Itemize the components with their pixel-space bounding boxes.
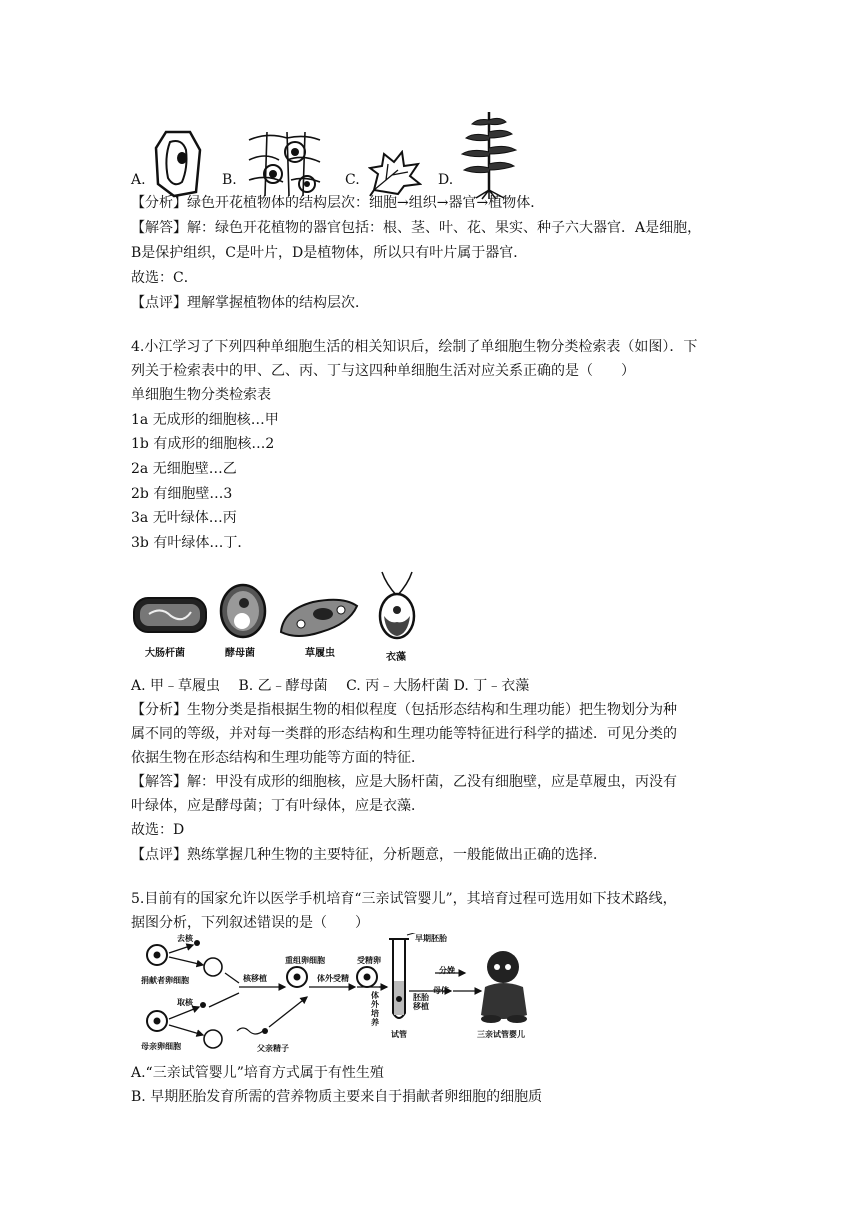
q3-analysis: 【分析】绿色开花植物体的结构层次：细胞→组织→器官→植物体． xyxy=(131,195,545,211)
yeast-label: 酵母菌 xyxy=(225,648,255,659)
q3-choice: 故选：C． xyxy=(131,270,198,286)
q4-stem-line: 4.小江学习了下列四种单细胞生活的相关知识后，绘制了单细胞生物分类检索表（如图）．下 xyxy=(131,339,698,355)
option-b-label: B. xyxy=(222,172,237,188)
ivf-process-figure xyxy=(135,933,535,1058)
q4-answer-line: 【解答】解：甲没有成形的细胞核，应是大肠杆菌，乙没有细胞壁，应是草履虫，丙没有 xyxy=(131,774,677,790)
ivf-label: 体外受精 xyxy=(317,973,349,983)
q4-answer-line: 叶绿体，应是酵母菌；丁有叶绿体，应是衣藻． xyxy=(131,798,425,814)
early-embryo-label: 早期胚胎 xyxy=(415,933,447,943)
fertilized-egg-label: 受精卵 xyxy=(357,955,381,965)
q5-option-a: A.“三亲试管婴儿”培育方式属于有性生殖 xyxy=(131,1065,384,1081)
donor-egg-label: 捐献者卵细胞 xyxy=(141,975,189,985)
option-d-label: D. xyxy=(438,172,454,188)
option-a-label: A. xyxy=(131,172,146,188)
option-c-label: C. xyxy=(345,172,360,188)
mother-body-label: 母体 xyxy=(433,985,449,995)
mother-egg-label: 母亲卵细胞 xyxy=(141,1041,181,1051)
baby-label: 三亲试管婴儿 xyxy=(477,1029,525,1039)
q4-table-title: 单细胞生物分类检索表 xyxy=(131,387,271,403)
q4-key-3a: 3a 无叶绿体…丙 xyxy=(131,510,237,526)
q4-stem-line: 列关于检索表中的甲、乙、丙、丁与这四种单细胞生活对应关系正确的是（ ） xyxy=(131,363,635,379)
nuclear-transfer-label: 核移植 xyxy=(243,973,267,983)
embryo-transfer-label: 胚胎移植 xyxy=(413,992,429,1011)
plant-figure xyxy=(458,108,520,200)
delivery-label: 分娩 xyxy=(439,965,455,975)
e-coli-figure xyxy=(131,594,209,636)
paramecium-figure xyxy=(277,596,361,640)
q4-options: A. 甲﹣草履虫 B. 乙﹣酵母菌 C. 丙﹣大肠杆菌 D. 丁﹣衣藻 xyxy=(131,678,530,694)
test-tube-label: 试管 xyxy=(391,1029,407,1039)
reconstructed-egg-label: 重组卵细胞 xyxy=(285,955,325,965)
q4-key-1a: 1a 无成形的细胞核…甲 xyxy=(131,412,279,428)
q5-stem-line: 据图分析，下列叙述错误的是（ ） xyxy=(131,915,369,931)
q4-analysis-line: 【分析】生物分类是指根据生物的相似程度（包括形态结构和生理功能）把生物划分为种 xyxy=(131,702,677,718)
q3-answer-line: 【解答】解：绿色开花植物的器官包括：根、茎、叶、花、果实、种子六大器官．A是细胞， xyxy=(131,220,702,236)
q4-key-2a: 2a 无细胞壁…乙 xyxy=(131,461,237,477)
leaf-figure xyxy=(368,150,422,198)
e-coli-label: 大肠杆菌 xyxy=(145,648,185,659)
q4-key-3b: 3b 有叶绿体…丁． xyxy=(131,535,252,551)
q4-comment: 【点评】熟练掌握几种生物的主要特征，分析题意，一般能做出正确的选择． xyxy=(131,847,607,863)
q4-choice: 故选：D xyxy=(131,822,185,838)
q4-key-1b: 1b 有成形的细胞核…2 xyxy=(131,436,275,452)
q3-comment: 【点评】理解掌握植物体的结构层次． xyxy=(131,295,369,311)
plant-cell-figure xyxy=(152,128,204,198)
father-sperm-label: 父亲精子 xyxy=(257,1043,289,1053)
paramecium-label: 草履虫 xyxy=(305,648,335,659)
q5-option-b: B. 早期胚胎发育所需的营养物质主要来自于捐献者卵细胞的细胞质 xyxy=(131,1089,543,1105)
in-vitro-culture-label: 体外培养 xyxy=(371,990,379,1027)
remove-nucleus-label: 去核 xyxy=(177,933,193,943)
chlamydomonas-label: 衣藻 xyxy=(386,652,406,663)
yeast-figure xyxy=(218,583,268,639)
chlamydomonas-figure xyxy=(376,570,418,642)
protective-tissue-figure xyxy=(247,130,322,198)
q4-key-2b: 2b 有细胞壁…3 xyxy=(131,486,233,502)
take-nucleus-label: 取核 xyxy=(177,997,193,1007)
q4-analysis-line: 依据生物在形态结构和生理功能等方面的特征． xyxy=(131,750,425,766)
q4-analysis-line: 属不同的等级，并对每一类群的形态结构和生理功能等特征进行科学的描述．可见分类的 xyxy=(131,726,677,742)
q5-stem-line: 5.目前有的国家允许以医学手机培育“三亲试管婴儿”，其培育过程可选用如下技术路线， xyxy=(131,891,677,907)
q3-answer-line: B是保护组织，C是叶片，D是植物体，所以只有叶片属于器官． xyxy=(131,245,528,261)
